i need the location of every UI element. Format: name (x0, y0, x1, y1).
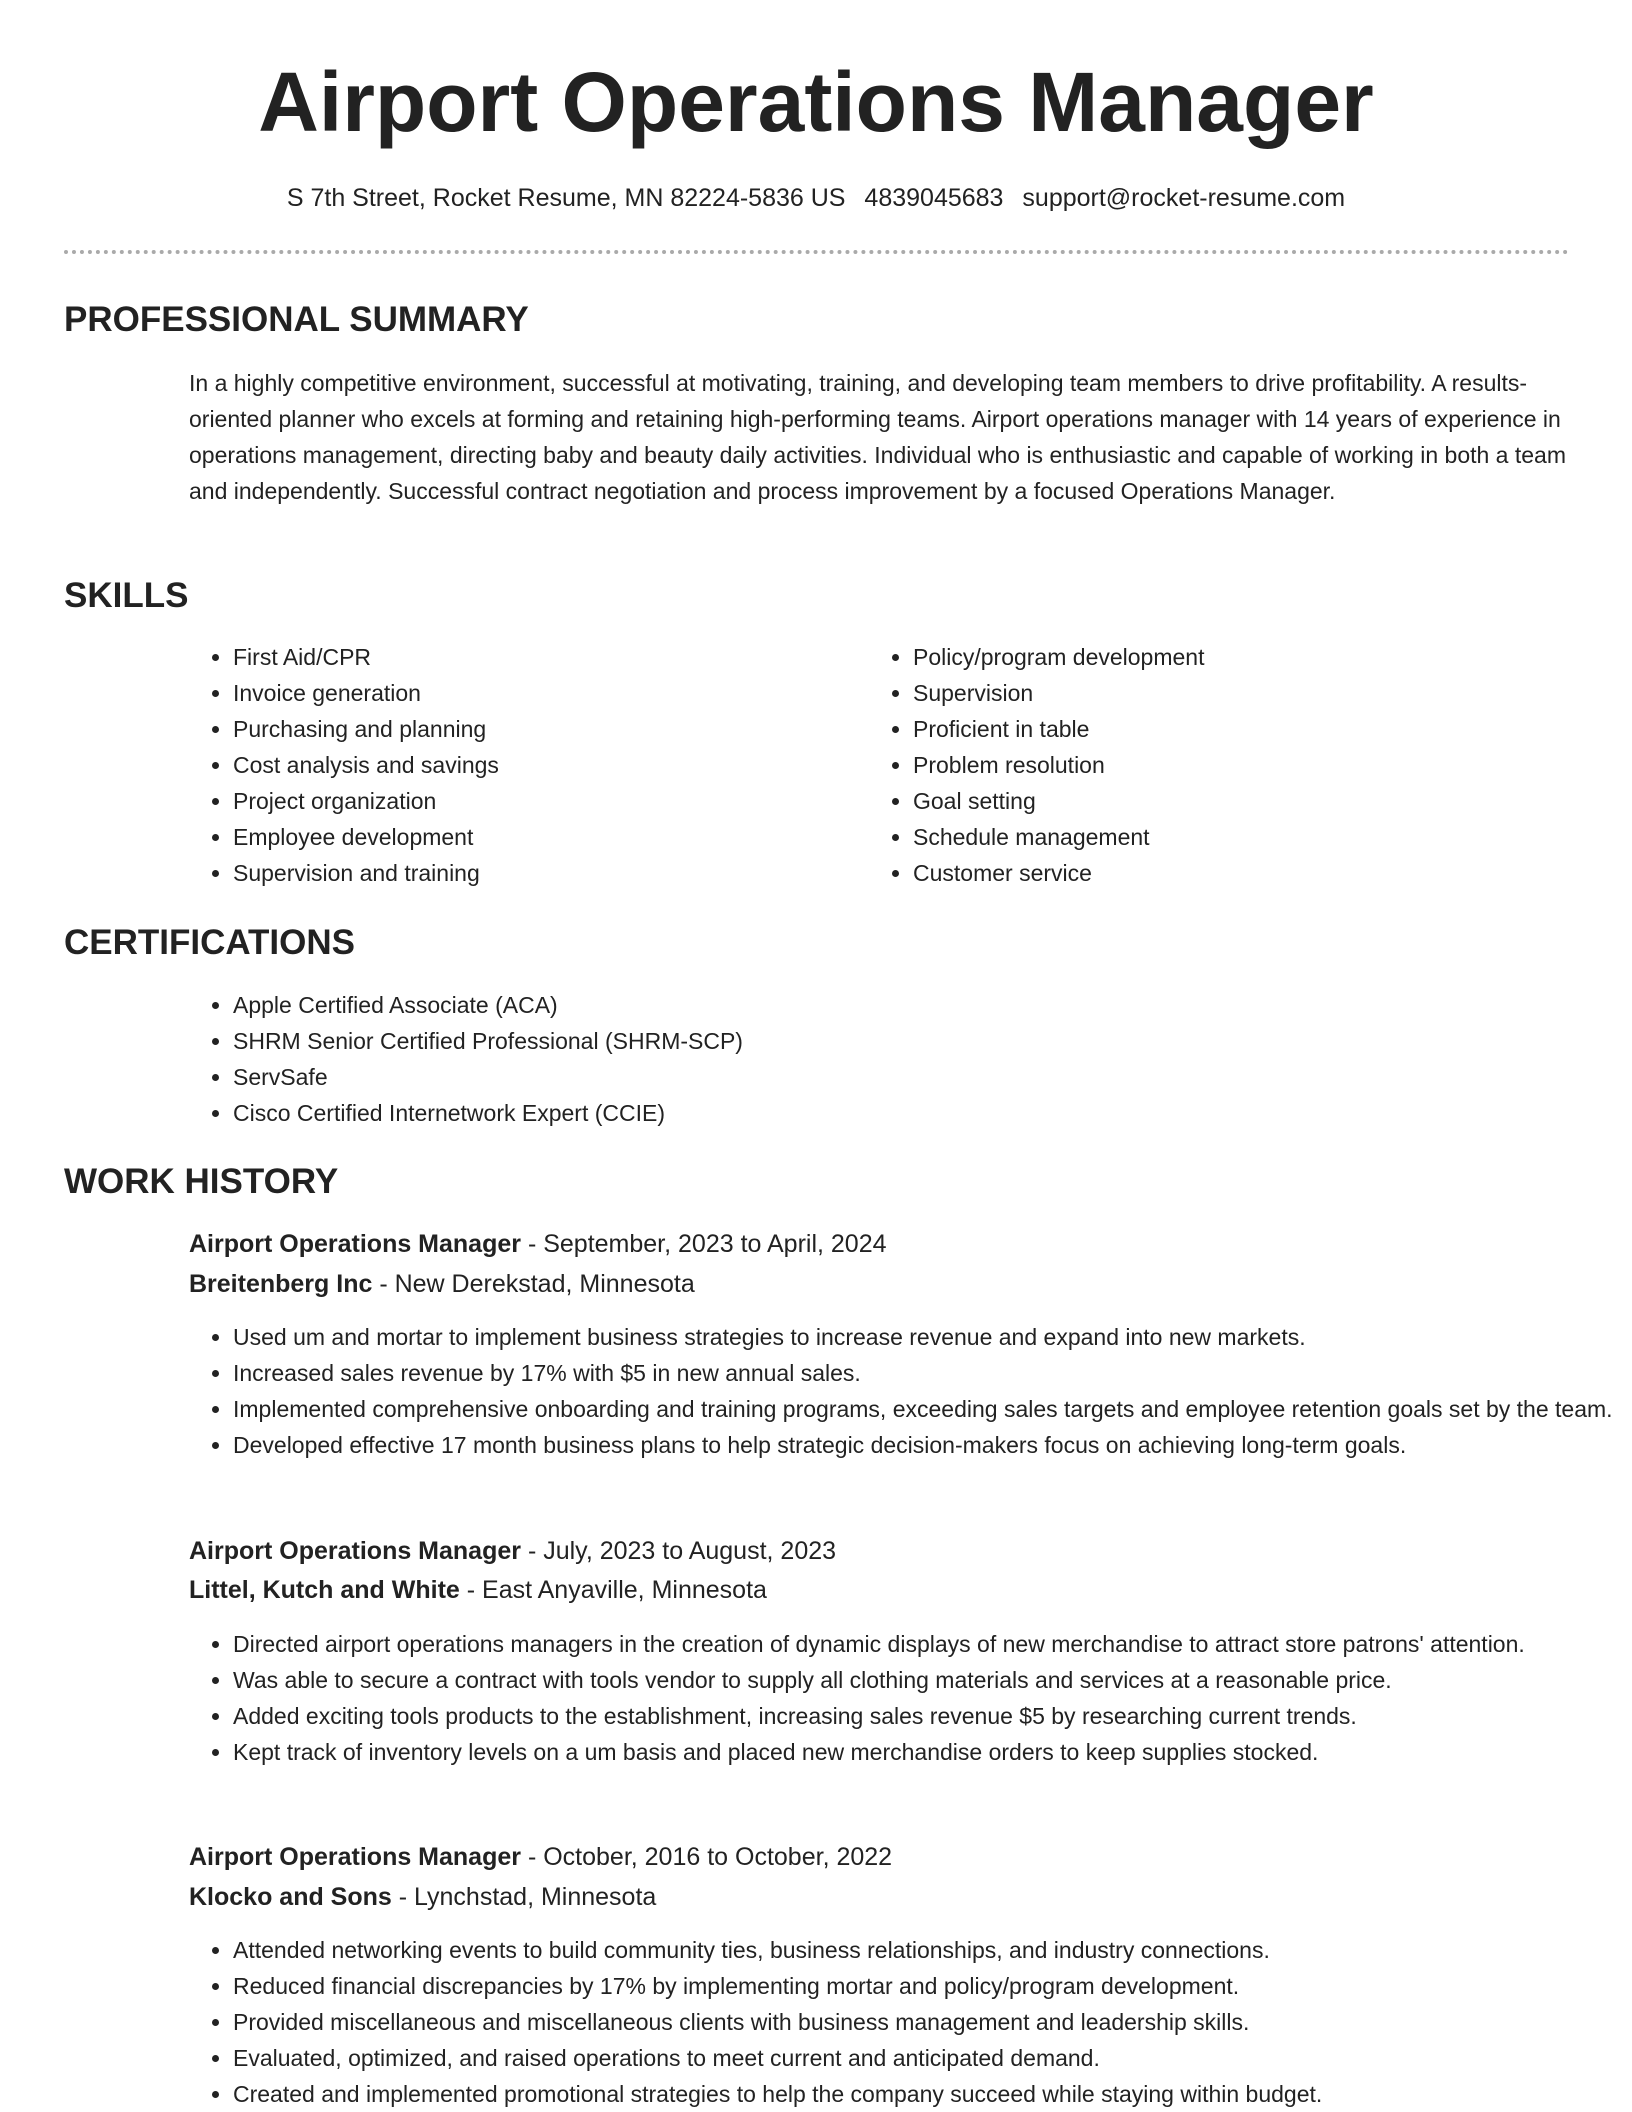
job-location: - Lynchstad, Minnesota (391, 1883, 657, 1911)
job-bullets (189, 1319, 1613, 1463)
summary-heading: PROFESSIONAL SUMMARY (64, 300, 529, 339)
job-company-line (189, 1571, 1569, 1609)
certification-item: • SHRM Senior Certified Professional (SHRM-SCP) (233, 1023, 1613, 1059)
skill-item: • Goal setting (913, 783, 1533, 819)
contact-phone: 4839045683 (864, 184, 1004, 212)
job-company: Klocko and Sons (189, 1883, 392, 1911)
skills-heading: SKILLS (64, 576, 189, 615)
contact-address: S 7th Street, Rocket Resume, MN 82224-5836 US (286, 184, 846, 212)
job-bullet: • Kept track of inventory levels on a um basis and placed new merchandise orders to keep supplies stocked. (233, 1734, 1613, 1770)
certification-item: • ServSafe (233, 1059, 1613, 1095)
skill-item: • Purchasing and planning (233, 711, 853, 747)
skill-item: • Problem resolution (913, 747, 1533, 783)
job-title: Airport Operations Manager (189, 1843, 521, 1871)
job-bullet: • Reduced financial discrepancies by 17% by implementing mortar and policy/program development. (233, 1968, 1613, 2004)
resume-name-title: Airport Operations Manager (258, 55, 1374, 149)
skill-item: • Cost analysis and savings (233, 747, 853, 783)
job-location: - East Anyaville, Minnesota (459, 1576, 767, 1604)
job-dates: - September, 2023 to April, 2024 (521, 1230, 887, 1258)
job-bullet: • Added exciting tools products to the establishment, increasing sales revenue $5 by researching current trends. (233, 1698, 1613, 1734)
job-company-line (189, 1878, 1569, 1916)
job-bullet: • Provided miscellaneous and miscellaneous clients with business management and leadership skills. (233, 2004, 1613, 2040)
skill-item: • Schedule management (913, 819, 1533, 855)
skill-item: • Project organization (233, 783, 853, 819)
certification-item: • Apple Certified Associate (ACA) (233, 987, 1613, 1023)
job-bullet: • Created and implemented promotional strategies to help the company succeed while staying within budget. (233, 2076, 1613, 2112)
job-title: Airport Operations Manager (189, 1230, 521, 1258)
job-location: - New Derekstad, Minnesota (372, 1270, 695, 1298)
skill-item: • Policy/program development (913, 639, 1533, 675)
job-bullet: • Developed effective 17 month business plans to help strategic decision-makers focus on achieving long-term goals. (233, 1427, 1613, 1463)
skill-item: • First Aid/CPR (233, 639, 853, 675)
job-title: Airport Operations Manager (189, 1537, 521, 1565)
job-bullet: • Used um and mortar to implement business strategies to increase revenue and expand into new markets. (233, 1319, 1613, 1355)
job-bullet: • Increased sales revenue by 17% with $5 in new annual sales. (233, 1355, 1613, 1391)
contact-line (0, 180, 1632, 216)
certification-item: • Cisco Certified Internetwork Expert (CCIE) (233, 1095, 1613, 1131)
skill-item: • Supervision and training (233, 855, 853, 891)
job-title-line (189, 1532, 1569, 1570)
job-company-line (189, 1265, 1569, 1303)
job-bullet: • Directed airport operations managers in the creation of dynamic displays of new merchandise to attract store patrons' attention. (233, 1626, 1613, 1662)
skills-list-left (189, 639, 853, 891)
job-bullet: • Was able to secure a contract with tools vendor to supply all clothing materials and services at a reasonable price. (233, 1662, 1613, 1698)
skill-item: • Customer service (913, 855, 1533, 891)
skills-list-right (869, 639, 1533, 891)
certifications-list (189, 987, 1613, 1131)
job-bullet: • Evaluated, optimized, and raised operations to meet current and anticipated demand. (233, 2040, 1613, 2076)
job-dates: - October, 2016 to October, 2022 (521, 1843, 893, 1871)
certifications-heading: CERTIFICATIONS (64, 923, 356, 962)
job-title-line (189, 1838, 1569, 1876)
job-company: Littel, Kutch and White (189, 1576, 460, 1604)
skill-item: • Proficient in table (913, 711, 1533, 747)
job-bullet: • Attended networking events to build community ties, business relationships, and industry connections. (233, 1932, 1613, 1968)
job-bullets (189, 1626, 1613, 1770)
work-history-heading: WORK HISTORY (64, 1162, 339, 1201)
skill-item: • Invoice generation (233, 675, 853, 711)
job-company: Breitenberg Inc (189, 1270, 373, 1298)
contact-email[interactable]: support@rocket-resume.com (1022, 184, 1346, 212)
job-bullet: • Implemented comprehensive onboarding and training programs, exceeding sales targets and employee retention goals set by the team. (233, 1391, 1613, 1427)
skill-item: • Employee development (233, 819, 853, 855)
job-title-line (189, 1225, 1569, 1263)
job-dates: - July, 2023 to August, 2023 (521, 1537, 837, 1565)
header-divider (64, 250, 1569, 254)
skill-item: • Supervision (913, 675, 1533, 711)
summary-text: In a highly competitive environment, successful at motivating, training, and developing team members to drive profitability. A results-oriented planner who excels at forming and retaining high-performing teams. Airport operations manager with 14 years of experience in operations management, directing baby and beauty daily activities. Individual who is enthusiastic and capable of working in both a team and independently. Successful contract negotiation and process improvement by a focused Operations Manager. (189, 370, 1566, 504)
job-bullets (189, 1932, 1613, 2112)
